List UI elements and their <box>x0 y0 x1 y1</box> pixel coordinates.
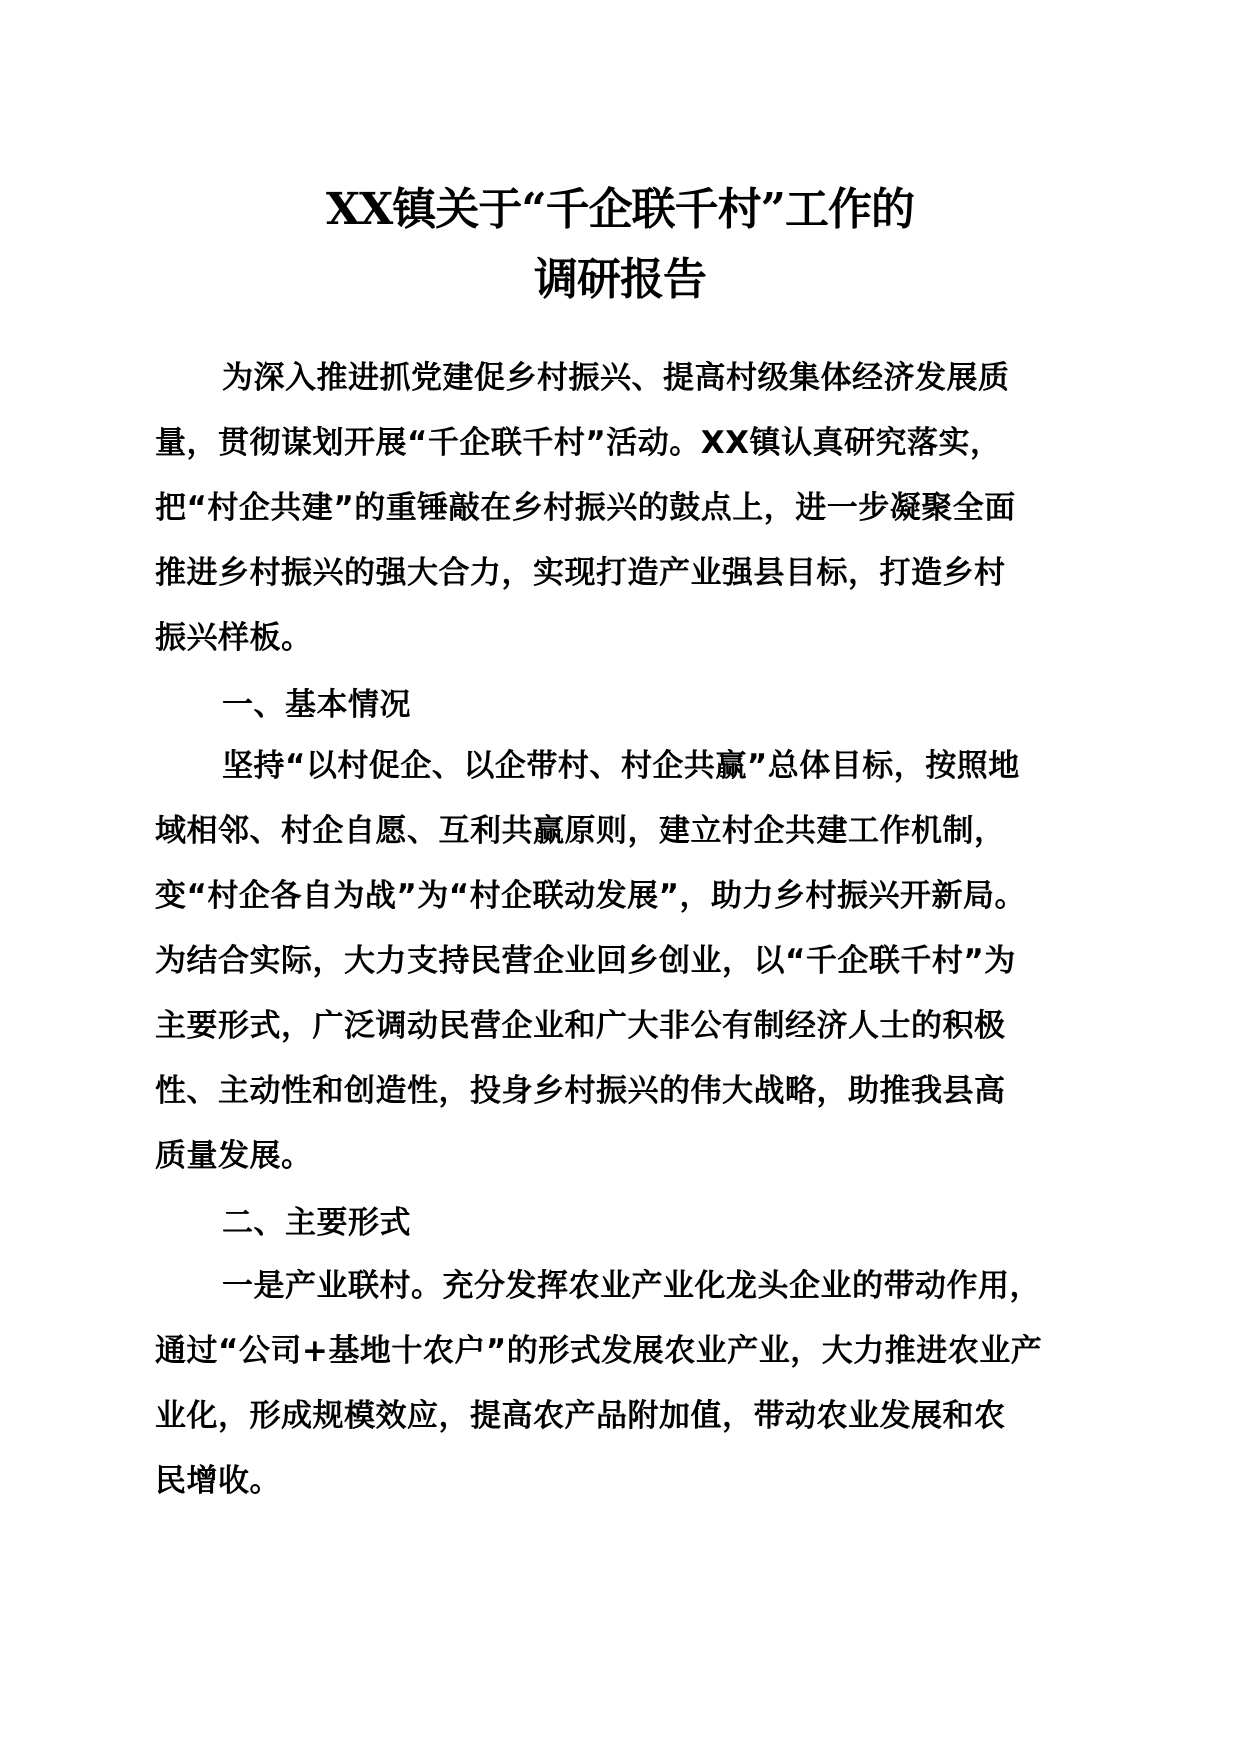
paragraph-intro-line-1: 为深入推进抓党建促乡村振兴、提高村级集体经济发展质 <box>222 360 1010 396</box>
paragraph-forms-line-3: 业化，形成规模效应，提高农产品附加值，带动农业发展和农 <box>155 1398 1006 1434</box>
document-title-line-1: XX镇关于“千企联千村”工作的 <box>326 184 914 235</box>
paragraph-basic-line-2: 域相邻、村企自愿、互利共赢原则，建立村企共建工作机制， <box>155 813 1006 849</box>
paragraph-forms-line-4: 民增收。 <box>155 1463 281 1499</box>
paragraph-basic-line-7: 质量发展。 <box>155 1138 313 1174</box>
paragraph-forms-line-2: 通过“公司+基地十农户”的形式发展农业产业，大力推进农业产 <box>155 1333 1043 1369</box>
paragraph-basic-line-4: 为结合实际，大力支持民营企业回乡创业，以“千企联千村”为 <box>155 943 1016 979</box>
paragraph-intro-line-5: 振兴样板。 <box>155 620 313 656</box>
paragraph-intro-line-3: 把“村企共建”的重锤敲在乡村振兴的鼓点上，进一步凝聚全面 <box>155 490 1016 526</box>
paragraph-forms-line-1: 一是产业联村。充分发挥农业产业化龙头企业的带动作用， <box>222 1268 1041 1304</box>
paragraph-basic-line-5: 主要形式，广泛调动民营企业和广大非公有制经济人士的积极 <box>155 1008 1006 1044</box>
paragraph-intro-line-4: 推进乡村振兴的强大合力，实现打造产业强县目标，打造乡村 <box>155 555 1006 591</box>
paragraph-basic-line-6: 性、主动性和创造性，投身乡村振兴的伟大战略，助推我县高 <box>155 1073 1006 1109</box>
paragraph-basic-line-1: 坚持“以村促企、以企带村、村企共赢”总体目标，按照地 <box>222 748 1020 784</box>
section-heading-main-forms: 二、主要形式 <box>222 1205 411 1241</box>
document-title-line-2: 调研报告 <box>534 254 706 305</box>
section-heading-basic-situation: 一、基本情况 <box>222 687 411 723</box>
paragraph-basic-line-3: 变“村企各自为战”为“村企联动发展”，助力乡村振兴开新局。 <box>155 878 1026 914</box>
paragraph-intro-line-2: 量，贯彻谋划开展“千企联千村”活动。XX镇认真研究落实， <box>155 425 1002 461</box>
